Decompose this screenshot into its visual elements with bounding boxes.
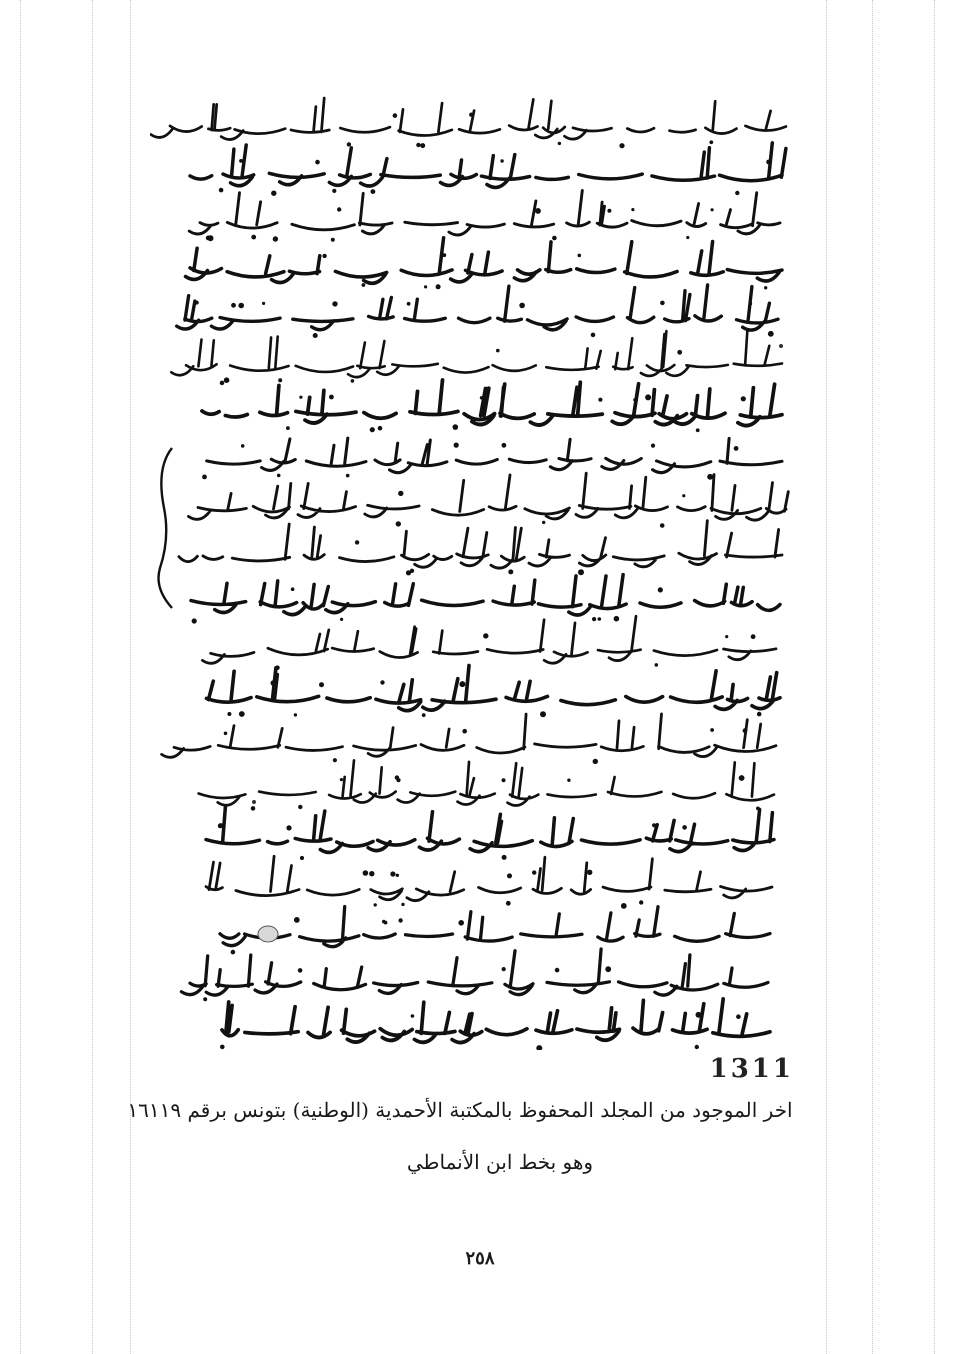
manuscript-line <box>151 98 786 148</box>
manuscript-line <box>199 760 774 810</box>
manuscript-image <box>150 88 792 1050</box>
manuscript-line <box>206 856 772 909</box>
manuscript-line <box>189 473 789 528</box>
manuscript-line <box>191 575 780 624</box>
manuscript-line <box>179 521 782 576</box>
manuscript-line <box>206 807 774 860</box>
caption-line-2: وهو بخط ابن الأنماطي <box>406 1150 594 1174</box>
manuscript-line <box>190 143 786 196</box>
caption-line-1: اخر الموجود من المجلد المحفوظ بالمكتبة الأحمدية (الوطنية) بتونس برقم ١٦١١٩ <box>127 1098 793 1122</box>
manuscript-line <box>186 238 783 290</box>
manuscript-line <box>189 190 780 241</box>
manuscript-line <box>162 714 776 764</box>
page-number: ٢٥٨ <box>465 1248 495 1269</box>
manuscript-line <box>207 666 781 718</box>
scan-guide-line <box>92 0 93 1354</box>
manuscript-line <box>220 999 770 1050</box>
manuscript-line <box>202 438 782 479</box>
scan-guide-line <box>826 0 827 1354</box>
ink-stain <box>258 926 278 942</box>
margin-bracket <box>159 448 173 608</box>
scan-guide-line <box>934 0 935 1354</box>
manuscript-line <box>171 331 782 385</box>
scan-guide-line <box>130 0 131 1354</box>
manuscript-line <box>181 949 768 1001</box>
folio-marker: 1311 <box>709 1054 794 1084</box>
manuscript-line <box>177 285 778 338</box>
manuscript-line <box>220 907 770 955</box>
manuscript-line <box>202 616 776 670</box>
manuscript-line <box>202 380 782 432</box>
scan-guide-line <box>872 0 873 1354</box>
scan-guide-line <box>20 0 21 1354</box>
